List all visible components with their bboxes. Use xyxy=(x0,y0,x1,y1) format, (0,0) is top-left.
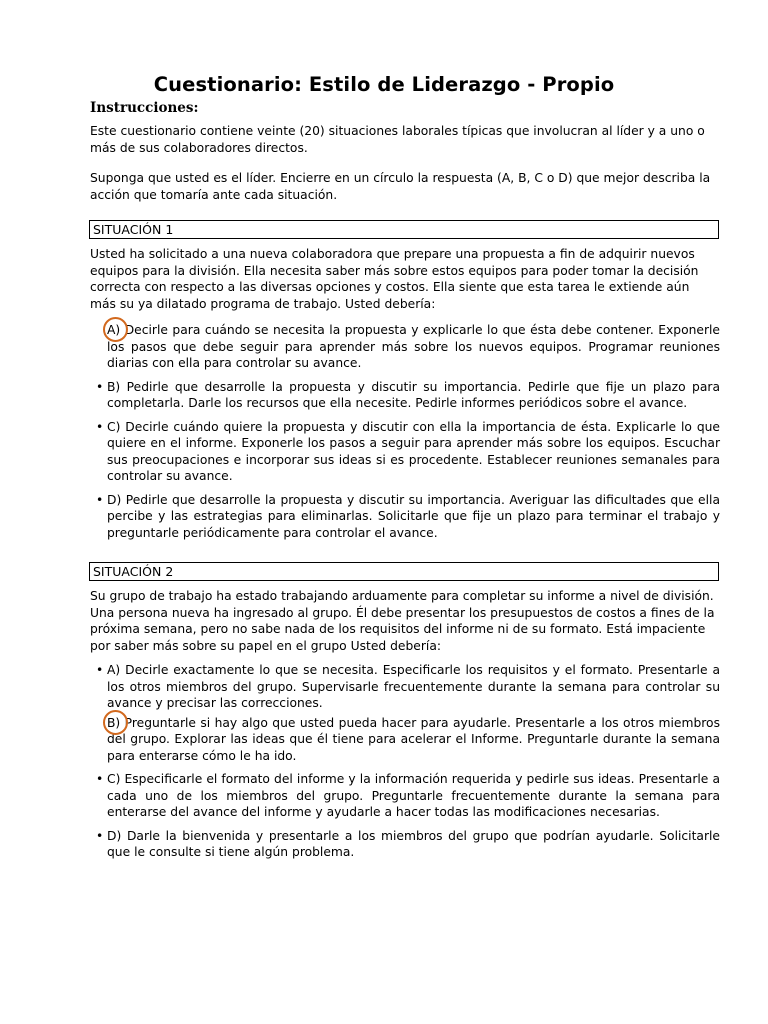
situation-2-header: SITUACIÓN 2 xyxy=(89,562,719,581)
instructions-heading: Instrucciones: xyxy=(90,100,199,116)
page-title: Cuestionario: Estilo de Liderazgo - Propio xyxy=(153,73,615,96)
option-letter[interactable] xyxy=(107,322,120,339)
situation-2-option-d[interactable] xyxy=(94,828,720,861)
bullet-icon: • xyxy=(96,379,104,394)
bullet-icon: • xyxy=(96,419,104,434)
option-text: Darle la bienvenida y presentarle a los miembros del grupo que podrían ayudarle. Solicitarle que le consulte si tiene algún problema. xyxy=(107,828,720,859)
situation-1-options xyxy=(94,322,720,541)
situation-2-options xyxy=(94,662,720,861)
option-letter[interactable]: D) xyxy=(107,492,122,507)
instructions-paragraph-2: Suponga que usted es el líder. Encierre en un círculo la respuesta (A, B, C o D) que mejor describa la acción que tomaría ante cada situación. xyxy=(90,171,711,202)
situation-1-text: Usted ha solicitado a una nueva colaboradora que prepare una propuesta a fin de adquirir nuevos equipos para la división. Ella necesita saber más sobre estos equipos para poder tomar la decisión correcta con respecto a las diversas opciones y costos. Ella siente que esta tarea le extiende aún más su ya dilatado programa de trabajo. Usted debería: xyxy=(90,247,699,311)
option-text: Pedirle que desarrolle la propuesta y discutir su importancia. Averiguar las dificultades que ella percibe y las estrategias para eliminarlas. Solicitarle que fije un plazo para terminar el trabajo y preguntarle periódicamente para controlar el avance. xyxy=(107,492,720,540)
option-letter[interactable] xyxy=(107,715,120,732)
situation-2-option-b[interactable] xyxy=(94,715,720,765)
answer-circle-mark xyxy=(103,317,128,342)
option-letter[interactable]: A) xyxy=(107,663,121,677)
bullet-icon: • xyxy=(96,492,104,507)
bullet-icon: • xyxy=(96,772,104,786)
option-text: Decirle para cuándo se necesita la propuesta y explicarle lo que ésta debe contener. Exponerle los pasos que debe seguir para aprender más sobre los nuevos equipos. Programar reuniones diarias con ella para controlar su avance. xyxy=(107,323,720,370)
bullet-icon: • xyxy=(96,663,104,677)
situation-2-option-a[interactable] xyxy=(94,662,720,712)
option-letter[interactable]: C) xyxy=(107,419,121,434)
option-text: Decirle exactamente lo que se necesita. Especificarle los requisitos y el formato. Presentarle a los otros miembros del grupo. Supervisarle frecuentemente durante la semana para controlar su avance y precisar las correcciones. xyxy=(107,663,720,710)
option-text: Preguntarle si hay algo que usted pueda hacer para ayudarle. Presentarle a los otros miembros del grupo. Explorar las ideas que él tiene para acelerar el Informe. Preguntarle durante la semana para enterarse cómo le ha ido. xyxy=(107,715,720,763)
option-letter-text: B) xyxy=(107,715,121,730)
situation-1-option-b[interactable] xyxy=(94,379,720,412)
option-letter[interactable]: C) xyxy=(107,772,121,786)
option-letter[interactable]: B) xyxy=(107,379,121,394)
option-text: Decirle cuándo quiere la propuesta y discutir con ella la importancia de ésta. Explicarle lo que quiere en el informe. Exponerle los pasos a seguir para aprender más sobre los equipos. Escuchar sus preocupaciones e incorporar sus ideas si es procedente. Establecer reuniones semanales para controlar su avance. xyxy=(107,419,720,483)
instructions-paragraph-1: Este cuestionario contiene veinte (20) situaciones laborales típicas que involucran al líder y a uno o más de sus colaboradores directos. xyxy=(90,124,705,155)
option-letter[interactable]: D) xyxy=(107,828,122,843)
answer-circle-mark xyxy=(103,710,128,735)
option-text: Especificarle el formato del informe y la información requerida y pedirle sus ideas. Presentarle a cada uno de los miembros del grupo. Preguntarle frecuentemente durante la semana para enterarse del avance del informe y ayudarle a hacer todas las modificaciones necesarias. xyxy=(107,772,720,819)
situation-2-text: Su grupo de trabajo ha estado trabajando arduamente para completar su informe a nivel de división. Una persona nueva ha ingresado al grupo. Él debe presentar los presupuestos de costos a fines de la próxima semana, pero no sabe nada de los requisitos del informe ni de su formato. Está impaciente por saber más sobre su papel en el grupo Usted debería: xyxy=(90,589,715,653)
bullet-icon: • xyxy=(96,828,104,843)
option-letter-text: A) xyxy=(107,323,121,337)
option-text: Pedirle que desarrolle la propuesta y discutir su importancia. Pedirle que fije un plazo para completarla. Darle los recursos que ella necesite. Pedirle informes periódicos sobre el avance. xyxy=(107,379,720,410)
situation-1-header: SITUACIÓN 1 xyxy=(89,220,719,239)
situation-1-option-a[interactable] xyxy=(94,322,720,372)
situation-2-option-c[interactable] xyxy=(94,771,720,821)
situation-1-option-d[interactable] xyxy=(94,492,720,542)
situation-1-option-c[interactable] xyxy=(94,419,720,485)
